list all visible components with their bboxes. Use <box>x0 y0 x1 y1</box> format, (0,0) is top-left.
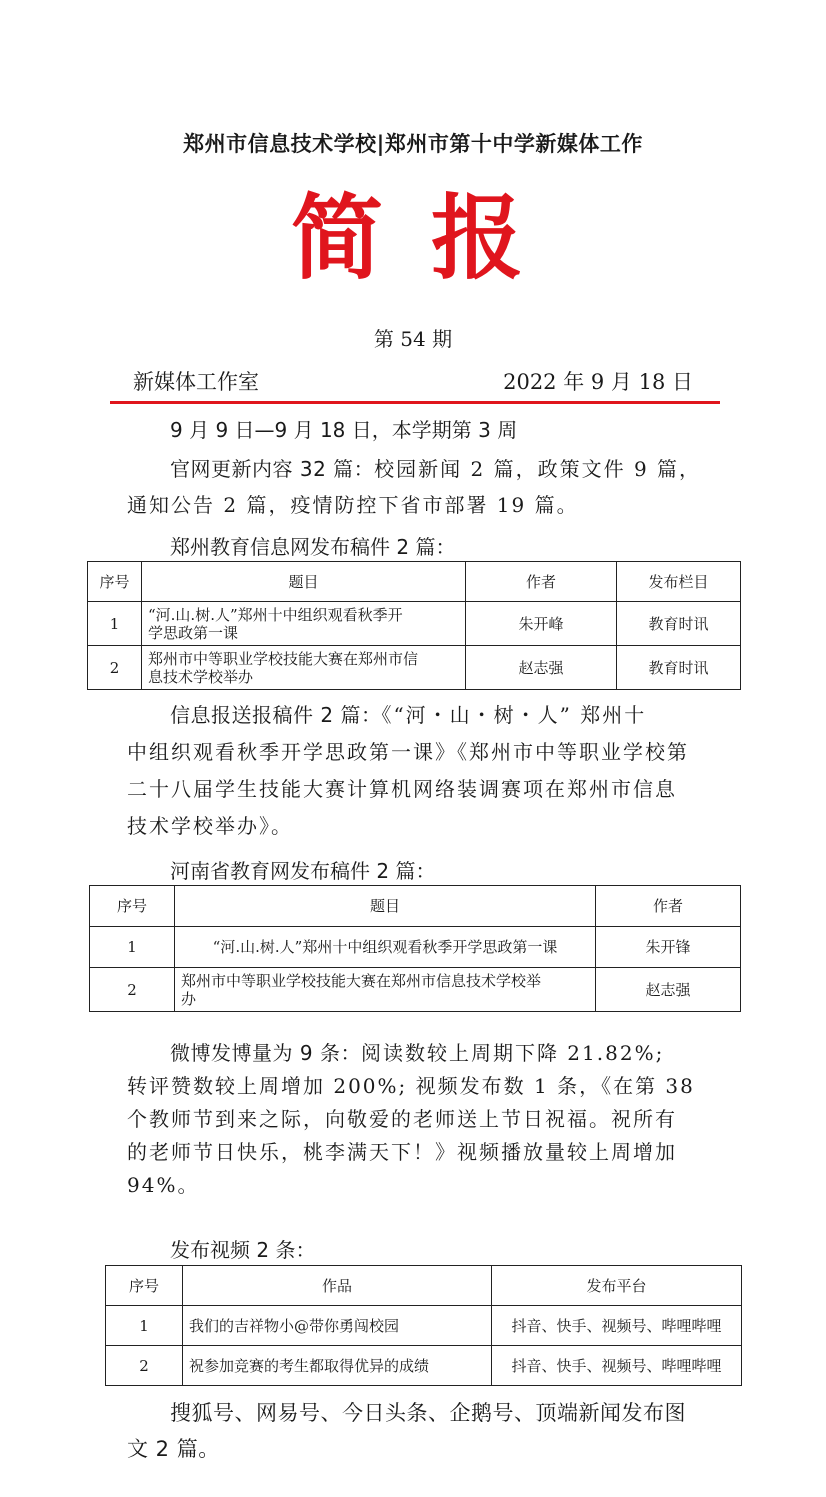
cell-work: 我们的吉祥物小@带你勇闯校园 <box>183 1306 492 1346</box>
table-row <box>88 646 741 690</box>
cell-title: “河.山.树.人”郑州十中组织观看秋季开 学思政第一课 <box>142 602 466 646</box>
issue-number: 第 54 期 <box>373 327 453 351</box>
table-row <box>90 968 741 1012</box>
cell-section: 教育时讯 <box>617 602 741 646</box>
website-detail-2: 通知公告 2 篇，疫情防控下省市部署 19 篇。 <box>127 493 579 517</box>
henan-edu-table <box>89 885 741 1012</box>
cell-no: 2 <box>90 968 175 1012</box>
cell-section: 教育时讯 <box>617 646 741 690</box>
info-report-paragraph: 信息报送报稿件 2 篇：《“河・山・树・人” 郑州十 中组织观看秋季开学思政第一课》《郑州市中等职业学校第 二十八届学生技能大赛计算机网络装调赛项在郑州市信息 技术学校举办》。 <box>127 703 689 838</box>
col-header: 题目 <box>175 886 596 927</box>
cell-author: 赵志强 <box>596 968 741 1012</box>
col-header: 作者 <box>596 886 741 927</box>
info-report-lead: 信息报送报稿件 2 篇： <box>170 703 382 727</box>
website-detail-1: 校园新闻 2 篇，政策文件 9 篇， <box>374 457 702 481</box>
period-line: 9 月 9 日—9 月 18 日，本学期第 3 周 <box>170 418 518 442</box>
henan-edu-heading: 河南省教育网发布稿件 2 篇： <box>170 859 436 883</box>
cell-author: 朱开峰 <box>466 602 617 646</box>
zz-edu-heading: 郑州教育信息网发布稿件 2 篇： <box>170 535 456 559</box>
table-row <box>106 1346 742 1386</box>
cell-platform: 抖音、快手、视频号、哔哩哔哩 <box>492 1306 742 1346</box>
col-header: 序号 <box>106 1266 183 1306</box>
weibo-paragraph: 微博发博量为 9 条：阅读数较上周期下降 21.82%; 转评赞数较上周增加 200%; 视频发布数 1 条，《在第 38 个教师节到来之际，向敬爱的老师送上节日祝福。祝所有 的老师节日快乐，桃李满天下！》视频播放量较上周增加 94%。 <box>127 1041 695 1197</box>
cell-no: 1 <box>106 1306 183 1346</box>
cell-title: 郑州市中等职业学校技能大赛在郑州市信息技术学校举 办 <box>175 968 596 1012</box>
table-row <box>90 927 741 968</box>
website-paragraph <box>127 451 707 523</box>
col-header: 发布栏目 <box>617 562 741 602</box>
header-divider <box>110 401 720 404</box>
cell-title: 郑州市中等职业学校技能大赛在郑州市信 息技术学校举办 <box>142 646 466 690</box>
col-header: 发布平台 <box>492 1266 742 1306</box>
cell-author: 赵志强 <box>466 646 617 690</box>
videos-table <box>105 1265 742 1386</box>
col-header: 作者 <box>466 562 617 602</box>
col-header: 作品 <box>183 1266 492 1306</box>
weibo-lead: 微博发博量为 9 条： <box>170 1041 361 1065</box>
cell-no: 1 <box>88 602 142 646</box>
col-header: 序号 <box>88 562 142 602</box>
col-header: 序号 <box>90 886 175 927</box>
cell-no: 1 <box>90 927 175 968</box>
website-lead: 官网更新内容 32 篇： <box>170 457 375 481</box>
cell-no: 2 <box>88 646 142 690</box>
studio-name: 新媒体工作室 <box>133 370 259 394</box>
cell-platform: 抖音、快手、视频号、哔哩哔哩 <box>492 1346 742 1386</box>
videos-heading: 发布视频 2 条： <box>170 1238 316 1262</box>
col-header: 题目 <box>142 562 466 602</box>
zz-edu-table <box>87 561 741 690</box>
cell-author: 朱开锋 <box>596 927 741 968</box>
cell-title: “河.山.树.人”郑州十中组织观看秋季开学思政第一课 <box>175 927 596 968</box>
issue-date: 2022 年 9 月 18 日 <box>503 370 693 394</box>
cell-no: 2 <box>106 1346 183 1386</box>
table-row <box>88 602 741 646</box>
bulletin-title: 简报 <box>290 185 571 292</box>
cell-work: 祝参加竞赛的考生都取得优异的成绩 <box>183 1346 492 1386</box>
table-row <box>106 1306 742 1346</box>
org-header: 郑州市信息技术学校|郑州市第十中学新媒体工作 <box>183 132 643 156</box>
portals-paragraph: 搜狐号、网易号、今日头条、企鹅号、顶端新闻发布图 文 2 篇。 <box>127 1401 686 1461</box>
